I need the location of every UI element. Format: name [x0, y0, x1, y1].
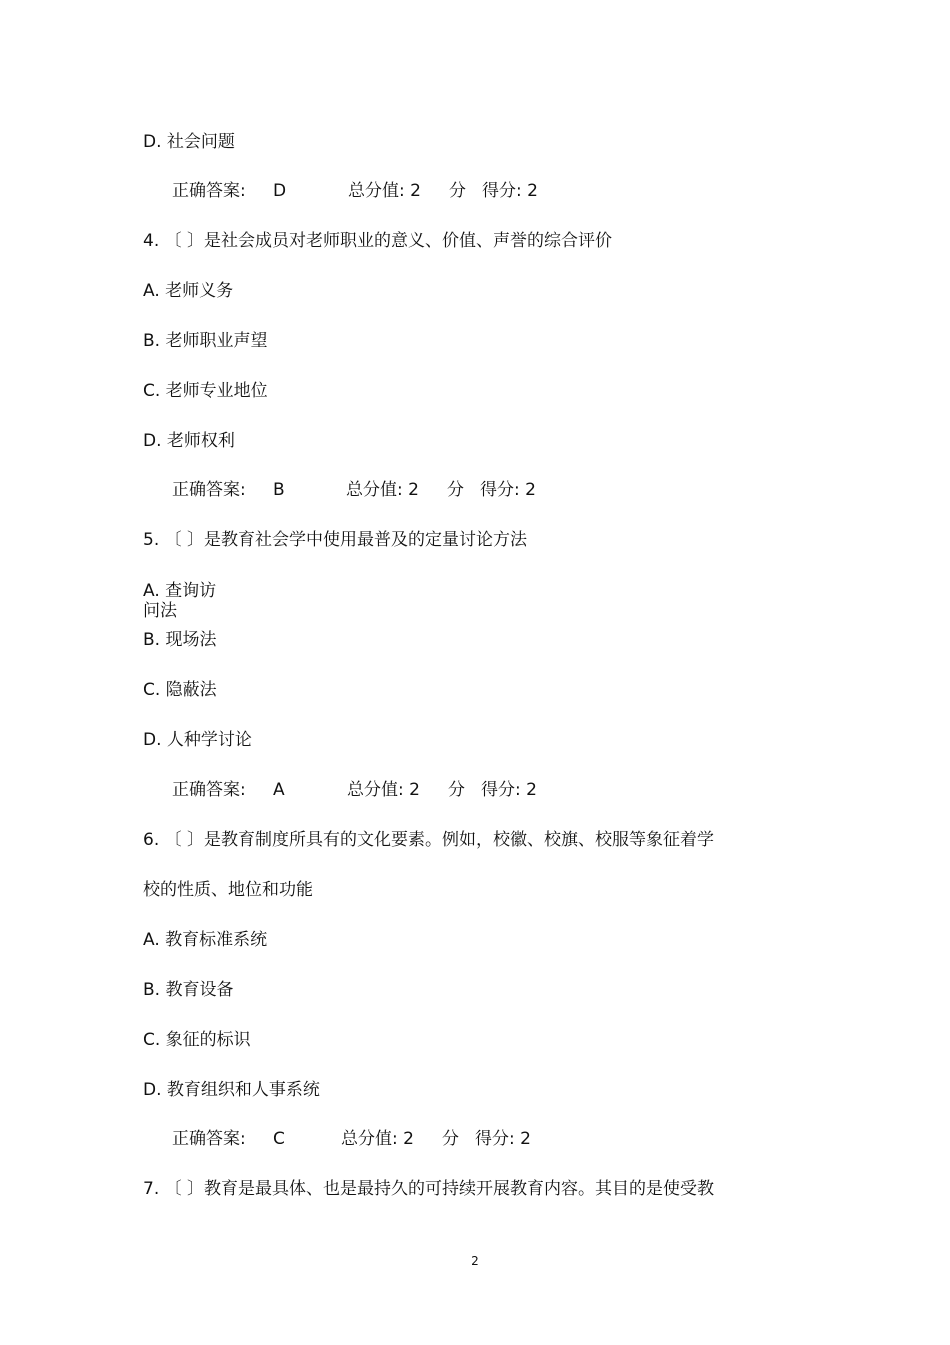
q5-stem: 5. 〔 〕是教育社会学中使用最普及的定量讨论方法 — [143, 530, 528, 550]
q4-option-b: B. 老师职业声望 — [143, 331, 268, 351]
q7-stem-line-1: 7. 〔 〕教育是最具体、也是最持久的可持续开展教育内容。其目的是使受教 — [143, 1179, 715, 1199]
q3-answer-row — [0, 181, 950, 201]
correct-answer-label: 正确答案: — [172, 480, 246, 500]
earned-score-label: 得分: 2 — [482, 181, 538, 201]
total-score-label: 总分值: 2 — [348, 181, 421, 201]
q6-option-d: D. 教育组织和人事系统 — [143, 1080, 320, 1100]
score-unit: 分 — [449, 181, 466, 201]
q5-option-a-continued: 问法 — [143, 601, 177, 621]
correct-answer-value: B — [273, 480, 285, 500]
total-score-label: 总分值: 2 — [346, 480, 419, 500]
correct-answer-label: 正确答案: — [172, 1129, 246, 1149]
total-score-label: 总分值: 2 — [341, 1129, 414, 1149]
correct-answer-label: 正确答案: — [172, 181, 246, 201]
q5-option-c: C. 隐蔽法 — [143, 680, 217, 700]
q6-answer-row — [0, 1129, 950, 1149]
q6-stem-line-2: 校的性质、地位和功能 — [143, 880, 313, 900]
score-unit: 分 — [442, 1129, 459, 1149]
earned-score-label: 得分: 2 — [475, 1129, 531, 1149]
q4-option-c: C. 老师专业地位 — [143, 381, 268, 401]
earned-score-label: 得分: 2 — [481, 780, 537, 800]
q6-stem-line-1: 6. 〔 〕是教育制度所具有的文化要素。例如，校徽、校旗、校服等象征着学 — [143, 830, 715, 850]
q5-answer-row — [0, 780, 950, 800]
correct-answer-label: 正确答案: — [172, 780, 246, 800]
correct-answer-value: A — [273, 780, 285, 800]
q5-option-d: D. 人种学讨论 — [143, 730, 252, 750]
correct-answer-value: C — [273, 1129, 285, 1149]
score-unit: 分 — [447, 480, 464, 500]
earned-score-label: 得分: 2 — [480, 480, 536, 500]
q6-option-a: A. 教育标准系统 — [143, 930, 268, 950]
q4-answer-row — [0, 480, 950, 500]
q6-option-b: B. 教育设备 — [143, 980, 234, 1000]
q5-option-a: A. 查询访 — [143, 581, 217, 601]
correct-answer-value: D — [273, 181, 287, 201]
q6-option-c: C. 象征的标识 — [143, 1030, 251, 1050]
q5-option-b: B. 现场法 — [143, 630, 217, 650]
page-number: 2 — [471, 1254, 479, 1268]
score-unit: 分 — [448, 780, 465, 800]
q4-stem: 4. 〔 〕是社会成员对老师职业的意义、价值、声誉的综合评价 — [143, 231, 613, 251]
total-score-label: 总分值: 2 — [347, 780, 420, 800]
q3-option-d: D. 社会问题 — [143, 132, 235, 152]
q4-option-a: A. 老师义务 — [143, 281, 234, 301]
q4-option-d: D. 老师权利 — [143, 431, 235, 451]
